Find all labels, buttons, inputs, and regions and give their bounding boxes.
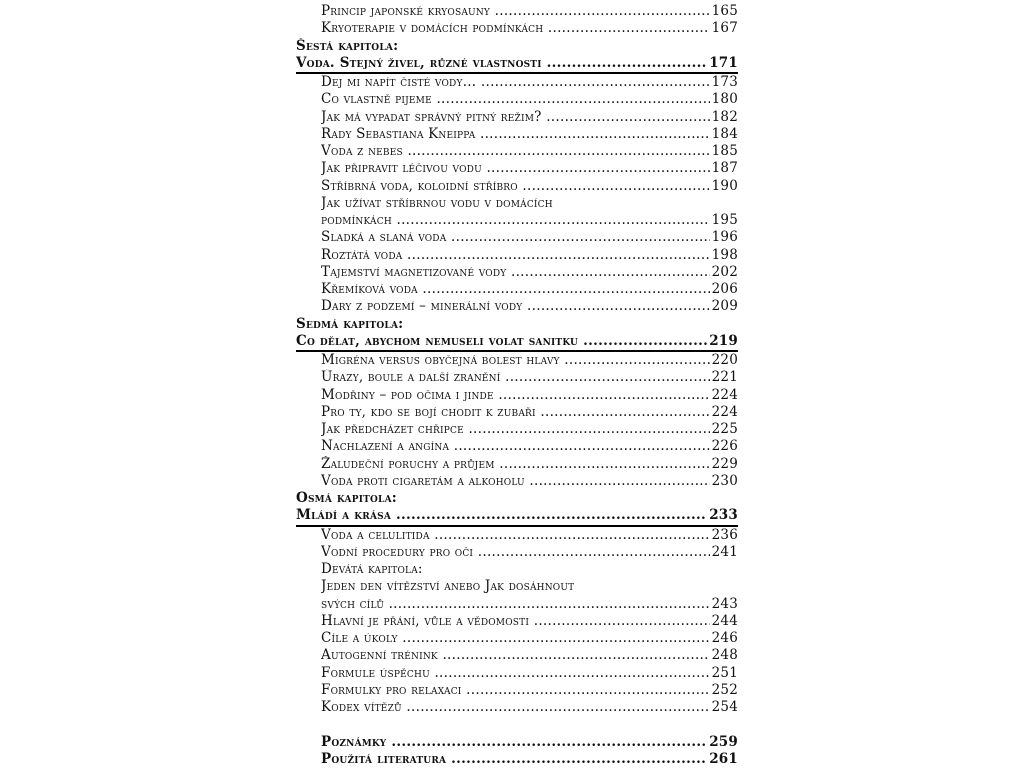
toc-entry-title: Co dělat, abychom nemuseli volat sanitku ..... bbox=[296, 333, 738, 350]
toc-entry bbox=[296, 421, 738, 438]
toc-entry bbox=[296, 178, 738, 195]
toc-page-number: 251 bbox=[711, 664, 738, 681]
toc-entry-title: Voda z nebes ..... bbox=[321, 143, 738, 160]
toc-entry-title: Autogenní trénink ..... bbox=[321, 647, 738, 664]
toc-entry-title: svých cílů ..... bbox=[321, 596, 738, 613]
toc-entry bbox=[296, 352, 738, 369]
toc-entry-title: Formulky pro relaxaci ..... bbox=[321, 682, 738, 699]
toc-page-number: 261 bbox=[709, 750, 738, 767]
toc-entry-title: podmínkách ..... bbox=[321, 212, 738, 229]
toc-entry bbox=[296, 682, 738, 699]
toc-page-number: 259 bbox=[709, 733, 738, 750]
toc-entry-title: Stříbrná voda, koloidní stříbro ..... bbox=[321, 178, 738, 195]
toc-page-number: 165 bbox=[711, 3, 738, 19]
toc-page-number: 230 bbox=[711, 472, 738, 489]
toc-entry-continued bbox=[296, 561, 738, 578]
toc-entry-title: Jak předcházet chřipce ..... bbox=[321, 421, 738, 438]
toc-entry bbox=[296, 298, 738, 315]
toc-entry bbox=[296, 264, 738, 281]
toc-entry-title: Křemíková voda ..... bbox=[321, 281, 738, 298]
toc-entry-title: Úrazy, boule a další zranění ..... bbox=[321, 369, 738, 386]
toc-entry-title: Jeden den vítězství anebo Jak dosáhnout bbox=[321, 578, 575, 595]
toc-entry-continued bbox=[296, 195, 738, 212]
table-of-contents bbox=[296, 3, 738, 768]
toc-page-number: 220 bbox=[711, 352, 738, 368]
toc-entry-title: Modřiny – pod očima i jinde ..... bbox=[321, 387, 738, 404]
toc-entry bbox=[296, 647, 738, 664]
toc-entry bbox=[296, 596, 738, 613]
toc-entry bbox=[296, 630, 738, 647]
toc-entry bbox=[296, 544, 738, 561]
toc-page-number: 182 bbox=[711, 108, 738, 125]
toc-entry bbox=[296, 404, 738, 421]
toc-entry-title: Voda. Stejný živel, různé vlastnosti ..... bbox=[296, 55, 738, 72]
toc-page-number: 219 bbox=[709, 332, 738, 349]
chapter-title bbox=[296, 55, 738, 74]
toc-entry-title: Tajemství magnetizované vody ..... bbox=[321, 264, 738, 281]
toc-entry-title: Cíle a úkoly ..... bbox=[321, 630, 738, 647]
toc-entry-title: Voda proti cigaretám a alkoholu ..... bbox=[321, 473, 738, 490]
toc-entry bbox=[296, 143, 738, 160]
toc-page-number: 196 bbox=[711, 229, 738, 246]
toc-entry bbox=[296, 438, 738, 455]
toc-entry-title: Voda a celulitida ..... bbox=[321, 527, 738, 544]
toc-entry-title: Jak má vypadat správný pitný režim? ..... bbox=[321, 109, 738, 126]
toc-page-number: 224 bbox=[711, 386, 738, 403]
toc-entry-title: Formule úspěchu ..... bbox=[321, 665, 738, 682]
toc-entry-title: Migréna versus obyčejná bolest hlavy ..... bbox=[321, 352, 738, 369]
toc-entry bbox=[296, 699, 738, 716]
toc-entry bbox=[296, 74, 738, 91]
toc-entry bbox=[296, 613, 738, 630]
chapter-heading bbox=[296, 316, 738, 333]
toc-page-number: 187 bbox=[711, 160, 738, 177]
toc-page-number: 246 bbox=[711, 630, 738, 646]
toc-page-number: 180 bbox=[711, 91, 738, 108]
toc-page-number: 221 bbox=[711, 369, 738, 386]
toc-page-number: 202 bbox=[711, 263, 738, 280]
toc-entry bbox=[296, 20, 738, 37]
chapter-title bbox=[296, 507, 738, 526]
toc-entry-title: Nachlazení a angína ..... bbox=[321, 438, 738, 455]
toc-page-number: 206 bbox=[711, 281, 738, 297]
toc-entry bbox=[296, 91, 738, 108]
toc-entry-title: Sladká a slaná voda ..... bbox=[321, 229, 738, 246]
toc-page-number: 184 bbox=[711, 125, 738, 142]
toc-entry bbox=[296, 665, 738, 682]
toc-entry bbox=[296, 387, 738, 404]
toc-entry-title: Rady Sebastiana Kneippa ..... bbox=[321, 126, 738, 143]
toc-page-number: 225 bbox=[711, 421, 738, 437]
toc-entry-title: Roztátá voda ..... bbox=[321, 247, 738, 264]
toc-entry bbox=[296, 126, 738, 143]
toc-entry-title: Jak připravit léčivou vodu ..... bbox=[321, 160, 738, 177]
toc-page-number: 190 bbox=[711, 177, 738, 194]
toc-page-number: 173 bbox=[711, 74, 738, 90]
toc-entry-title: Poznámky ..... bbox=[321, 734, 738, 751]
toc-entry-title: Devátá kapitola: bbox=[321, 561, 423, 577]
toc-entry bbox=[296, 229, 738, 246]
toc-backmatter-entry bbox=[296, 734, 738, 751]
toc-entry bbox=[296, 3, 738, 20]
toc-entry bbox=[296, 160, 738, 177]
toc-page-number: 198 bbox=[711, 246, 738, 263]
toc-entry-title: Žaludeční poruchy a průjem ..... bbox=[321, 456, 738, 473]
toc-page-number: 229 bbox=[711, 455, 738, 472]
toc-entry bbox=[296, 527, 738, 544]
toc-entry-title: Sedmá kapitola: bbox=[296, 315, 404, 332]
toc-page-number: 244 bbox=[711, 612, 738, 629]
toc-page-number: 171 bbox=[709, 54, 738, 71]
toc-page-number: 226 bbox=[711, 438, 738, 455]
toc-entry-title: Mládí a krása ..... bbox=[296, 507, 738, 524]
toc-entry-title: Pro ty, kdo se bojí chodit k zubaři ..... bbox=[321, 404, 738, 421]
toc-entry-title: Princip japonské kryosauny ..... bbox=[321, 3, 738, 20]
toc-entry-title: Hlavní je přání, vůle a vědomosti ..... bbox=[321, 613, 738, 630]
toc-entry-title: Kryoterapie v domácích podmínkách ..... bbox=[321, 20, 738, 37]
toc-entry bbox=[296, 109, 738, 126]
toc-entry-title: Dary z podzemí – minerální vody ..... bbox=[321, 298, 738, 315]
chapter-title bbox=[296, 333, 738, 352]
toc-page-number: 241 bbox=[711, 543, 738, 560]
toc-page-number: 195 bbox=[711, 212, 738, 228]
toc-entry bbox=[296, 369, 738, 386]
toc-entry-title: Šestá kapitola: bbox=[296, 37, 399, 54]
toc-page-number: 233 bbox=[709, 507, 738, 524]
toc-page-number: 209 bbox=[711, 298, 738, 315]
toc-page-number: 254 bbox=[711, 699, 738, 715]
toc-page-number: 236 bbox=[711, 526, 738, 543]
toc-entry bbox=[296, 456, 738, 473]
toc-backmatter-entry bbox=[296, 751, 738, 768]
toc-entry-title: Použitá literatura ..... bbox=[321, 751, 738, 768]
toc-entry bbox=[296, 473, 738, 490]
chapter-heading bbox=[296, 38, 738, 55]
toc-entry-title: Vodní procedury pro oči ..... bbox=[321, 544, 738, 561]
chapter-heading bbox=[296, 490, 738, 507]
toc-entry bbox=[296, 281, 738, 298]
toc-entry-continued bbox=[296, 578, 738, 595]
toc-entry-title: Co vlastně pijeme ..... bbox=[321, 91, 738, 108]
toc-page-number: 252 bbox=[711, 681, 738, 698]
toc-entry-title: Dej mi napít čisté vody… ..... bbox=[321, 74, 738, 91]
toc-page-number: 243 bbox=[711, 595, 738, 612]
toc-entry-title: Osmá kapitola: bbox=[296, 490, 397, 506]
toc-page-number: 248 bbox=[711, 647, 738, 664]
toc-entry bbox=[296, 212, 738, 229]
toc-page-number: 167 bbox=[711, 20, 738, 37]
toc-entry bbox=[296, 247, 738, 264]
toc-entry-title: Kodex vítězů ..... bbox=[321, 699, 738, 716]
toc-spacer bbox=[296, 716, 738, 733]
toc-page-number: 185 bbox=[711, 143, 738, 159]
toc-entry-title: Jak užívat stříbrnou vodu v domácích bbox=[321, 194, 553, 211]
toc-page-number: 224 bbox=[711, 403, 738, 420]
